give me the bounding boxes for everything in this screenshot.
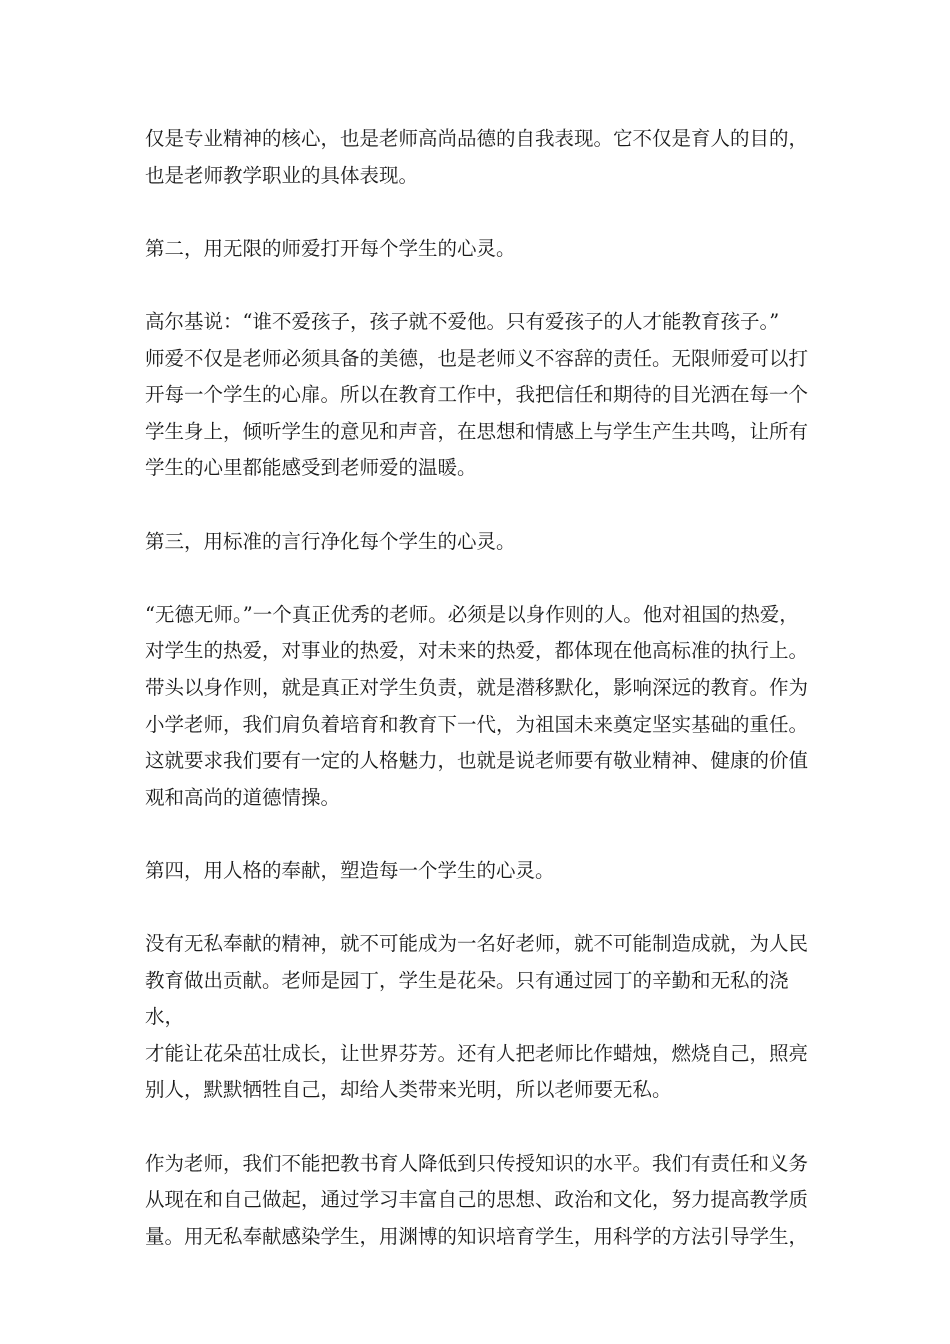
paragraph-5: 作为老师，我们不能把教书育人降低到只传授知识的水平。我们有责任和义务 从现在和自己做起，通过学习丰富自己的思想、政治和文化，努力提高教学质 量。用无私奉献感染学生，用渊博的知识培育学生，用科学的方法引导学生， [145, 1151, 809, 1248]
paragraph-4: 没有无私奉献的精神，就不可能成为一名好老师，就不可能制造成就，为人民 教育做出贡献。老师是园丁，学生是花朵。只有通过园丁的辛勤和无私的浇水， 才能让花朵茁壮成长，让世界芬芳。还有人把老师比作蜡烛，燃烧自己，照亮 别人，默默牺牲自己，却给人类带来光明，所以老师要无私。 [145, 932, 809, 1102]
section-heading-2: 第二，用无限的师爱打开每个学生的心灵。 [145, 236, 516, 260]
section-heading-4: 第四，用人格的奉献，塑造每一个学生的心灵。 [145, 858, 555, 882]
section-heading-3: 第三，用标准的言行净化每个学生的心灵。 [145, 529, 516, 553]
paragraph-1: 仅是专业精神的核心，也是老师高尚品德的自我表现。它不仅是育人的目的， 也是老师教学职业的具体表现。 [145, 127, 809, 187]
paragraph-2: 高尔基说：“谁不爱孩子，孩子就不爱他。只有爱孩子的人才能教育孩子。” 师爱不仅是老师必须具备的美德，也是老师义不容辞的责任。无限师爱可以打 开每一个学生的心扉。所以在教育工作中，我把信任和期待的目光洒在每一个 学生身上，倾听学生的意见和声音，在思想和情感上与学生产生共鸣，让所有 学生的心里都能感受到老师爱的温暖。 [145, 309, 809, 480]
paragraph-3: “无德无师。”一个真正优秀的老师。必须是以身作则的人。他对祖国的热爱， 对学生的热爱，对事业的热爱，对未来的热爱，都体现在他高标准的执行上。 带头以身作则，就是真正对学生负责，就是潜移默化，影响深远的教育。作为 小学老师，我们肩负着培育和教育下一代，为祖国未来奠定坚实基础的重任。 这就要求我们要有一定的人格魅力，也就是说老师要有敬业精神、健康的价值 观和高尚的道德情操。 [145, 602, 809, 809]
document-body [145, 121, 815, 1255]
